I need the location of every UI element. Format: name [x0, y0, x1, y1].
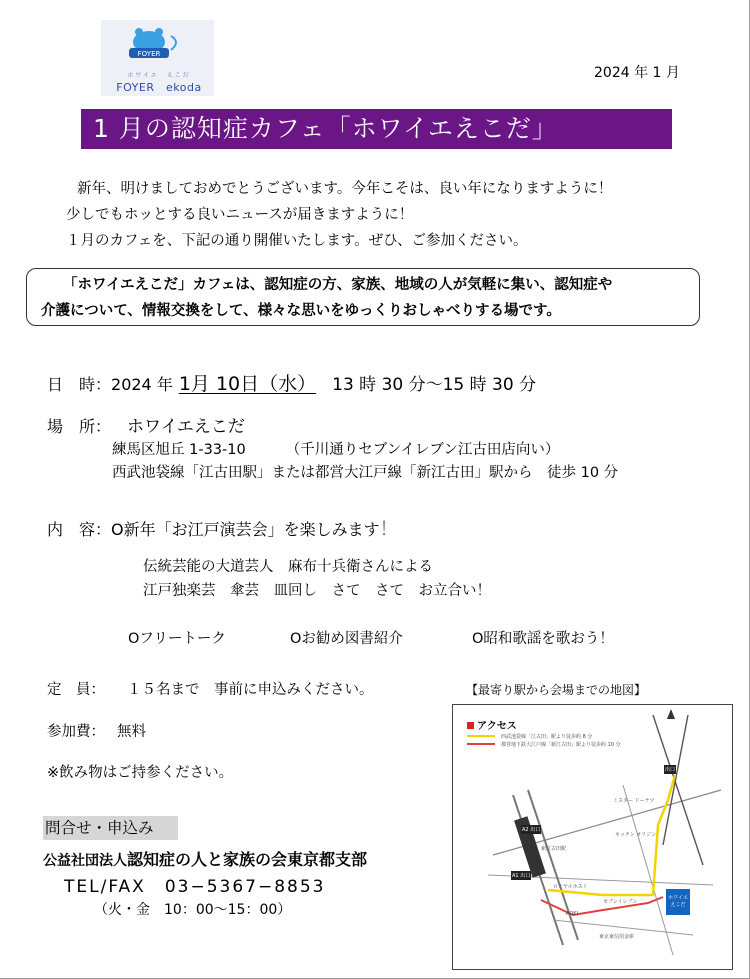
venue-access: 西武池袋線「江古田駅」または都営大江戸線「新江古田」駅から 徒歩 10 分	[112, 465, 619, 481]
organization-name	[43, 847, 367, 870]
map-caption: 【最寄り駅から会場までの地図】	[466, 683, 647, 697]
datetime-time: 13 時 30 分～15 時 30 分	[332, 375, 537, 395]
bear-mark-icon	[117, 26, 197, 70]
foyer-ekoda-logo	[101, 20, 214, 96]
venue-name: ホワイエえこだ	[127, 417, 245, 437]
map-label-seven-eleven: セブンイレブン	[603, 899, 638, 905]
intro-line: 少しでもホッとする良いニュースが届きますように！	[66, 207, 414, 223]
capacity-row	[47, 678, 374, 699]
datetime-day: 1月 10日（水）	[178, 373, 317, 395]
venue-row	[47, 412, 245, 437]
map-venue-marker: ホワイエ えこだ	[666, 889, 690, 915]
fee-value: 無料	[117, 724, 146, 740]
venue-address	[112, 438, 559, 459]
logo-name-text: FOYER ekoda	[116, 81, 202, 94]
svg-text:FOYER: FOYER	[137, 50, 161, 58]
about-line: 「ホワイエえこだ」カフェは、認知症の方、家族、地域の人が気軽に集い、認知症や	[63, 277, 613, 293]
activity-free-talk: Oフリートーク	[128, 631, 226, 647]
map-access-title	[467, 717, 517, 732]
intro-paragraph	[66, 176, 612, 254]
fee-row	[47, 720, 146, 741]
event-datetime	[47, 369, 536, 396]
org-name: 認知症の人と家族の会東京都支部	[127, 850, 368, 869]
capacity-label: 定 員：	[47, 682, 105, 698]
map-label-royal-host: ロイヤルホスト	[553, 884, 588, 890]
map-label-exit-a1: A1 出口	[512, 873, 531, 879]
map-label-station: 新江古田駅	[541, 846, 567, 852]
contact-hours: （火・金 10：00〜15：00）	[94, 902, 292, 918]
acts-text: 江戸独楽芸 傘芸 皿回し さて さて お立合い！	[143, 583, 491, 599]
content-headline: O新年「お江戸演芸会」を楽しみます	[111, 520, 380, 539]
content-label: 内 容：	[47, 520, 112, 539]
content-row	[47, 515, 398, 541]
about-line: 介護について、情報交換をして、様々な思いをゆっくりおしゃべりする場です。	[41, 303, 561, 319]
route-seibu-text: 西武池袋線「江古田」駅より徒歩約 8 分	[501, 734, 593, 740]
activity-showa-songs: O昭和歌謡を歌おう！	[472, 631, 614, 647]
page-title: 1 月の認知症カフェ「ホワイエえこだ」	[81, 109, 672, 149]
datetime-year: 2024 年	[111, 375, 173, 394]
performer-text: 伝統芸能の大道芸人 麻布十兵衛さんによる	[143, 559, 433, 575]
map-label-aoki: AOKI	[566, 911, 579, 917]
map-label-exit-1: 出口	[665, 767, 676, 773]
capacity-value: １５名まで 事前に申込みください。	[127, 682, 374, 698]
activity-book-intro: Oお勧め図書紹介	[290, 631, 403, 647]
access-title-text: アクセス	[477, 721, 517, 732]
org-prefix: 公益社団法人	[43, 853, 127, 869]
issue-date: 2024 年 1 月	[594, 65, 680, 81]
exclamation-icon: ！	[379, 519, 398, 540]
fee-label: 参加費：	[47, 724, 105, 740]
access-map	[452, 704, 733, 970]
venue-label: 場 所：	[47, 417, 112, 436]
address-text: 練馬区旭丘 1-33-10	[112, 442, 246, 458]
intro-line: 新年、明けましておめでとうございます。今年こそは、良い年になりますように！	[77, 181, 613, 197]
logo-ruby-text: ホワイエ えこだ	[127, 72, 191, 79]
landmark-text: （千川通りセブンイレブン江古田店向い）	[285, 442, 560, 458]
route-oedo-text: 都営地下鉄大江戸線「新江古田」駅より徒歩約 10 分	[501, 742, 621, 748]
drinks-note: ※飲み物はご持参ください。	[47, 765, 234, 781]
map-label-mister-donut: ミスター ドーナツ	[613, 798, 655, 804]
about-box	[26, 268, 700, 326]
map-label-kitchen-origin: キッチン オリジン	[615, 832, 657, 838]
red-square-icon	[467, 722, 474, 729]
contact-heading: 問合せ・申込み	[43, 816, 178, 840]
map-label-shinkin: 東京東信用金庫	[599, 934, 635, 940]
datetime-label: 日 時：	[47, 375, 112, 394]
contact-phone[interactable]: TEL/FAX 03−5367−8853	[64, 877, 326, 897]
intro-line: １月のカフェを、下記の通り開催いたします。ぜひ、ご参加ください。	[66, 233, 528, 249]
map-label-exit-a2: A2 出口	[522, 827, 541, 833]
